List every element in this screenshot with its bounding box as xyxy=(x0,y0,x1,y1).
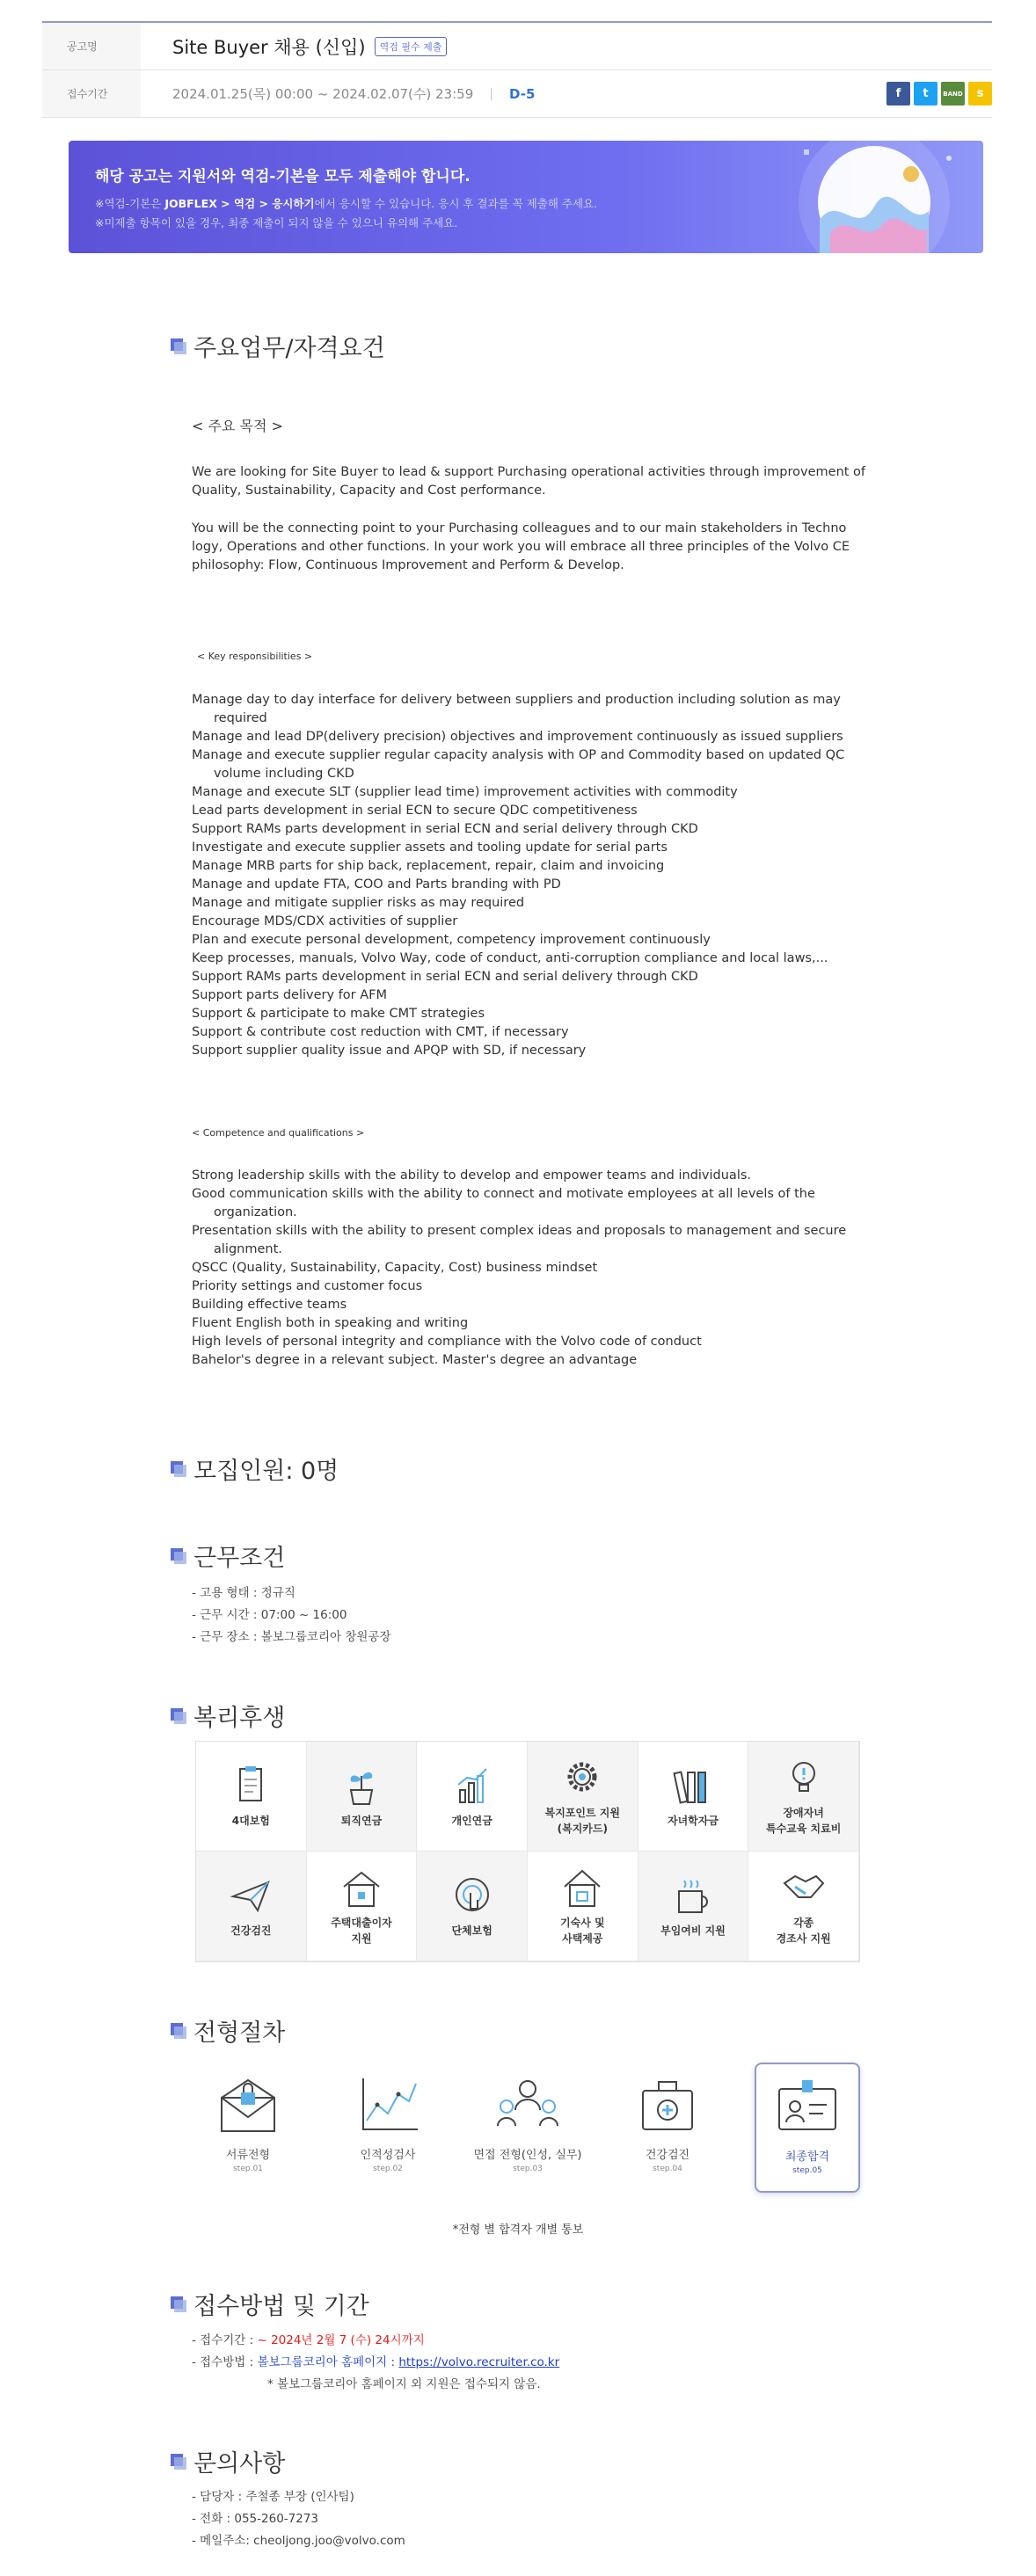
banner-line-1-post: 에서 응시할 수 있습니다. 응시 후 결과를 꼭 제출해 주세요. xyxy=(314,197,598,210)
list-item: Lead parts development in serial ECN to secure QDC competitiveness xyxy=(192,804,638,818)
required-badge: 역검 필수 제출 xyxy=(375,37,448,56)
step-number: step.02 xyxy=(373,2165,403,2173)
list-item: Manage and execute SLT (supplier lead time) improvement activities with commodity xyxy=(192,785,738,799)
banner-jobflex-path: JOBFLEX > 역검 > 응시하기 xyxy=(164,197,315,210)
apply-method-value: 볼보그룹코리아 홈페이지 : xyxy=(257,2355,399,2369)
step-number: step.03 xyxy=(513,2165,543,2173)
purpose-heading: < 주요 목적 > xyxy=(192,418,283,434)
banner-title: 해당 공고는 지원서와 역검-기본을 모두 제출해야 합니다. xyxy=(95,168,471,186)
work-conditions xyxy=(192,1583,391,1648)
benefit-label: 단체보험 xyxy=(451,1925,492,1937)
list-item: Support supplier quality issue and APQP with SD, if necessary xyxy=(192,1044,587,1058)
step-name: 면접 전형(인성, 실무) xyxy=(473,2149,582,2162)
benefit-item xyxy=(638,1852,749,1961)
apply-heading xyxy=(171,2287,369,2321)
competence-heading: < Competence and qualifications > xyxy=(192,1127,365,1139)
benefit-item xyxy=(748,1852,859,1961)
list-item: Strong leadership skills with the ability to develop and empower teams and individuals. xyxy=(192,1168,752,1182)
benefit-label: 장애자녀 xyxy=(783,1807,824,1819)
benefit-label-2: 사택제공 xyxy=(562,1932,603,1945)
list-item: Priority settings and customer focus xyxy=(192,1279,423,1293)
apply-period-value: ~ 2024년 2월 7 (수) 24시까지 xyxy=(257,2333,425,2347)
benefit-item xyxy=(528,1852,638,1961)
benefit-label-2: 특수교육 치료비 xyxy=(765,1823,842,1835)
benefit-label: 각종 xyxy=(793,1917,814,1929)
work-location: - 근무 장소 : 볼보그룹코리아 창원공장 xyxy=(192,1630,391,1644)
section-square-icon xyxy=(171,1548,186,1564)
list-item: Support RAMs parts development in serial ECN and serial delivery through CKD xyxy=(192,970,698,984)
dday-badge: D-5 xyxy=(508,85,536,102)
contact-heading-text: 문의사항 xyxy=(193,2450,286,2478)
process-step xyxy=(335,2063,441,2193)
apply-details xyxy=(192,2330,559,2396)
banner-illustration-icon xyxy=(769,141,962,253)
clipboard-icon xyxy=(226,1764,275,1809)
list-item: Support & contribute cost reduction with CMT, if necessary xyxy=(192,1025,569,1039)
benefit-item xyxy=(307,1852,418,1961)
list-item: Support & participate to make CMT strategies xyxy=(192,1007,485,1021)
banner-line-2: ※미제출 항목이 있을 경우, 최종 제출이 되지 않을 수 있으니 유의해 주세요. xyxy=(95,216,458,229)
list-item: Manage day to day interface for delivery between suppliers and production including solution as may required xyxy=(192,693,841,725)
list-item: Presentation skills with the ability to present complex ideas and proposals to management and secure alignment. xyxy=(192,1224,847,1256)
period-label: 접수기간 xyxy=(42,70,141,117)
section-square-icon xyxy=(171,1461,186,1477)
home-icon xyxy=(558,1866,607,1911)
contact-phone: - 전화 : 055-260-7273 xyxy=(192,2512,319,2526)
benefit-label-2: 지원 xyxy=(351,1932,372,1945)
apply-heading-text: 접수방법 및 기간 xyxy=(193,2293,369,2320)
benefit-item xyxy=(307,1742,418,1852)
apply-method-note: * 볼보그룹코리아 홈페이지 외 지원은 접수되지 않음. xyxy=(267,2377,541,2391)
coffee-icon xyxy=(668,1874,718,1919)
employment-type: - 고용 형태 : 정규직 xyxy=(192,1586,295,1600)
step-name: 인적성검사 xyxy=(360,2149,416,2162)
step-name: 건강검진 xyxy=(645,2149,690,2162)
application-period: 2024.01.25(목) 00:00 ~ 2024.02.07(수) 23:59 xyxy=(172,86,474,102)
notice-banner xyxy=(69,141,983,253)
gear-icon xyxy=(558,1756,607,1801)
list-item: Good communication skills with the ability to connect and motivate employees at all levels of the organization. xyxy=(192,1187,815,1219)
contact-heading xyxy=(171,2444,285,2478)
step-number: step.05 xyxy=(792,2166,822,2175)
job-title-row xyxy=(42,23,992,70)
benefits-heading xyxy=(171,1699,285,1733)
benefit-item xyxy=(196,1852,307,1961)
band-icon[interactable]: BAND xyxy=(941,82,965,106)
key-responsibilities-list xyxy=(192,691,860,1060)
benefit-label: 기숙사 및 xyxy=(560,1917,605,1929)
apply-method xyxy=(192,2352,559,2374)
benefit-label: 건강검진 xyxy=(230,1925,272,1937)
process-step xyxy=(195,2063,301,2193)
benefit-label: 4대보험 xyxy=(231,1815,270,1827)
list-item: Manage and execute supplier regular capacity analysis with OP and Commodity based on updated QC volume including CKD xyxy=(192,748,845,781)
benefit-item xyxy=(748,1742,859,1852)
facebook-icon[interactable]: f xyxy=(886,82,910,106)
list-item: High levels of personal integrity and compliance with the Volvo code of conduct xyxy=(192,1335,702,1349)
medical-bag-icon xyxy=(631,2071,704,2138)
job-title: Site Buyer 채용 (신입) xyxy=(172,36,366,58)
apply-period-label: - 접수기간 : xyxy=(192,2333,258,2347)
books-icon xyxy=(668,1764,718,1809)
section-square-icon xyxy=(171,1708,186,1724)
process-step xyxy=(475,2063,580,2193)
divider: | xyxy=(489,86,493,101)
process-note: *전형 별 합격자 개별 통보 xyxy=(452,2223,584,2237)
share-buttons xyxy=(886,82,992,106)
apply-method-label: - 접수방법 : xyxy=(192,2355,258,2369)
hand-click-icon xyxy=(448,1874,497,1919)
list-item: QSCC (Quality, Sustainability, Capacity, Cost) business mindset xyxy=(192,1261,598,1275)
duties-heading-text: 주요업무/자격요건 xyxy=(193,335,385,362)
benefit-label: 복지포인트 지원 xyxy=(544,1807,620,1819)
section-square-icon xyxy=(171,338,186,354)
benefits-grid xyxy=(195,1741,860,1962)
period-row xyxy=(42,70,992,118)
contact-email: - 메일주소: cheoljong.joo@volvo.com xyxy=(192,2534,405,2548)
recruit-heading-text: 모집인원: 0명 xyxy=(193,1458,339,1485)
list-item: Support parts delivery for AFM xyxy=(192,988,387,1002)
process-heading-text: 전형절차 xyxy=(193,2019,286,2047)
benefit-label-2: (복지카드) xyxy=(557,1823,608,1835)
list-item: Building effective teams xyxy=(192,1298,347,1312)
process-step-final xyxy=(755,2063,860,2193)
work-heading-text: 근무조건 xyxy=(193,1545,286,1572)
house-icon xyxy=(337,1866,386,1911)
purpose-paragraph-1: We are looking for Site Buyer to lead & support Purchasing operational activities through improvement of Quality, Sustainability, Capacity and Cost performance. xyxy=(192,465,866,498)
process-step xyxy=(615,2063,720,2193)
contact-details xyxy=(192,2486,405,2552)
handshake-icon xyxy=(779,1866,828,1911)
benefit-label: 부임여비 지원 xyxy=(660,1925,726,1937)
benefit-label: 주택대출이자 xyxy=(331,1917,392,1929)
paper-plane-icon xyxy=(226,1874,275,1919)
benefit-label-2: 경조사 지원 xyxy=(776,1932,831,1945)
banner-line-1 xyxy=(95,195,597,211)
duties-heading xyxy=(171,329,385,363)
banner-line-1-pre: ※역검-기본은 xyxy=(95,197,165,210)
section-square-icon xyxy=(171,2023,186,2039)
benefit-item xyxy=(417,1852,528,1961)
list-item: Manage and update FTA, COO and Parts branding with PD xyxy=(192,877,561,891)
benefit-label: 퇴직연금 xyxy=(340,1815,383,1827)
purpose-paragraph-2: You will be the connecting point to your Purchasing colleagues and to our main stakeholders in Techno logy, Operations and other functions. In your work you will embrace all three principles of the Volvo CE philosophy: Flow, Continuous Improvement and Perform & Develop. xyxy=(192,521,850,572)
list-item: Support RAMs parts development in serial ECN and serial delivery through CKD xyxy=(192,822,698,836)
envelope-lock-icon xyxy=(211,2071,285,2138)
competence-list xyxy=(192,1167,860,1370)
benefit-label: 자녀학자금 xyxy=(668,1815,719,1827)
process-heading xyxy=(171,2013,285,2048)
step-number: step.04 xyxy=(653,2165,682,2173)
benefit-label: 개인연금 xyxy=(451,1815,492,1827)
list-item: Manage and mitigate supplier risks as may required xyxy=(192,896,525,910)
list-item: Plan and execute personal development, competency improvement continuously xyxy=(192,933,711,947)
kakaostory-icon[interactable]: s xyxy=(968,82,992,106)
work-heading xyxy=(171,1539,285,1573)
section-square-icon xyxy=(171,2296,186,2312)
line-graph-icon xyxy=(351,2071,425,2138)
twitter-icon[interactable]: t xyxy=(914,82,938,106)
key-resp-heading: < Key responsibilities > xyxy=(197,651,313,662)
list-item: Manage MRB parts for ship back, replacement, repair, claim and invoicing xyxy=(192,859,665,873)
contact-person: - 담당자 : 주철종 부장 (인사팀) xyxy=(192,2490,354,2504)
title-label: 공고명 xyxy=(42,23,141,69)
benefit-item xyxy=(638,1742,749,1852)
benefit-item xyxy=(417,1742,528,1852)
id-card-icon xyxy=(770,2073,844,2140)
recruit-site-link[interactable]: https://volvo.recruiter.co.kr xyxy=(398,2355,560,2369)
step-number: step.01 xyxy=(233,2165,263,2173)
group-icon xyxy=(491,2071,565,2138)
step-name: 최종합격 xyxy=(784,2150,830,2164)
benefit-item xyxy=(196,1742,307,1852)
list-item: Fluent English both in speaking and writing xyxy=(192,1316,469,1330)
list-item: Encourage MDS/CDX activities of supplier xyxy=(192,914,458,928)
recruit-heading xyxy=(171,1452,339,1486)
list-item: Keep processes, manuals, Volvo Way, code of conduct, anti-corruption compliance and local laws,... xyxy=(192,951,828,965)
work-hours: - 근무 시간 : 07:00 ~ 16:00 xyxy=(192,1608,347,1622)
list-item: Bahelor's degree in a relevant subject. Master's degree an advantage xyxy=(192,1353,638,1367)
process-steps xyxy=(195,2063,860,2193)
list-item: Manage and lead DP(delivery precision) objectives and improvement continuously as issued suppliers xyxy=(192,730,843,744)
apply-period xyxy=(192,2330,559,2352)
step-name: 서류전형 xyxy=(225,2149,271,2162)
list-item: Investigate and execute supplier assets and tooling update for serial parts xyxy=(192,840,668,855)
benefits-heading-text: 복리후생 xyxy=(193,1705,286,1732)
plant-icon xyxy=(337,1764,386,1809)
benefit-item xyxy=(528,1742,638,1852)
section-square-icon xyxy=(171,2454,186,2470)
bar-chart-icon xyxy=(448,1764,497,1809)
bulb-icon xyxy=(779,1756,828,1801)
